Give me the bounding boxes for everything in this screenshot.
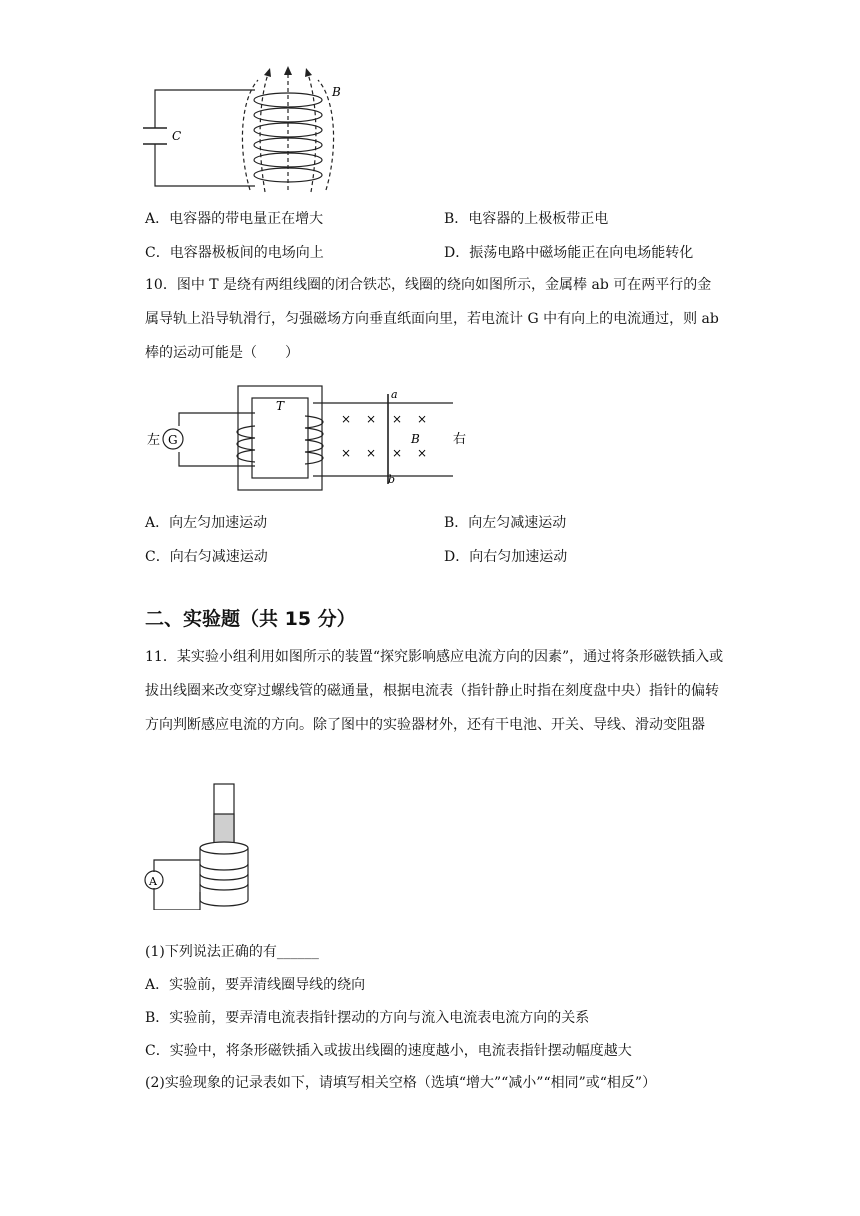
q11-sub1: (1)下列说法正确的有______ — [145, 944, 319, 960]
lc-circuit-figure — [140, 60, 360, 195]
rod-end-a: a — [391, 388, 398, 401]
galvanometer-label: G — [168, 433, 178, 447]
q11-stem: 11．某实验小组利用如图所示的装置“探究影响感应电流方向的因素”，通过将条形磁铁插入或拔出线圈来改变穿过螺线管的磁通量，根据电流表（指针静止时指在刻度盘中央）指针的偏转方向判断感应电流的方向。除了图中的实验器材外，还有干电池、开关、导线、滑动变阻器 — [145, 649, 724, 733]
q11-sub1-option-c: C．实验中，将条形磁铁插入或拔出线圈的速度越小，电流表指针摆动幅度越大 — [145, 1043, 632, 1059]
q11-sub1-option-b: B．实验前，要弄清电流表指针摆动的方向与流入电流表电流方向的关系 — [145, 1010, 590, 1026]
left-label: 左 — [147, 433, 161, 448]
field-cross: × — [341, 412, 352, 426]
transformer-rail-figure — [143, 382, 473, 492]
field-cross: × — [417, 412, 428, 426]
field-cross: × — [366, 412, 377, 426]
q10-option-d: D．向右匀加速运动 — [444, 549, 568, 565]
magnet-coil-figure — [142, 780, 272, 910]
q11-sub1-option-a: A．实验前，要弄清线圈导线的绕向 — [145, 977, 366, 993]
field-label: B — [411, 432, 420, 446]
q9-option-b: B．电容器的上极板带正电 — [444, 211, 609, 227]
field-cross: × — [366, 446, 377, 460]
q10-option-c: C．向右匀减速运动 — [145, 549, 268, 565]
q9-option-a: A．电容器的带电量正在增大 — [145, 211, 324, 227]
ammeter-label: A — [149, 875, 157, 888]
q10-option-a: A．向左匀加速运动 — [145, 515, 268, 531]
rod-end-b: b — [388, 473, 396, 486]
q11-sub2: (2)实验现象的记录表如下，请填写相关空格（选填“增大”“减小”“相同”或“相反”） — [145, 1075, 657, 1091]
core-label: T — [276, 399, 285, 413]
field-label: B — [332, 85, 341, 99]
right-label: 右 — [453, 432, 467, 447]
q10-stem: 10．图中 T 是绕有两组线圈的闭合铁芯，线圈的绕向如图所示，金属棒 ab 可在两平行的金属导轨上沿导轨滑行，匀强磁场方向垂直纸面向里，若电流计 G 中有向上的电流通过，则 ab 棒的运动可能是（ ） — [145, 277, 719, 361]
q9-option-c: C．电容器极板间的电场向上 — [145, 245, 324, 261]
q10-option-b: B．向左匀减速运动 — [444, 515, 567, 531]
field-cross: × — [341, 446, 352, 460]
field-cross: × — [392, 446, 403, 460]
field-cross: × — [417, 446, 428, 460]
capacitor-label: C — [172, 129, 182, 143]
field-cross: × — [392, 412, 403, 426]
q9-option-d: D．振荡电路中磁场能正在向电场能转化 — [444, 245, 694, 261]
section-heading: 二、实验题（共 15 分） — [145, 608, 356, 630]
